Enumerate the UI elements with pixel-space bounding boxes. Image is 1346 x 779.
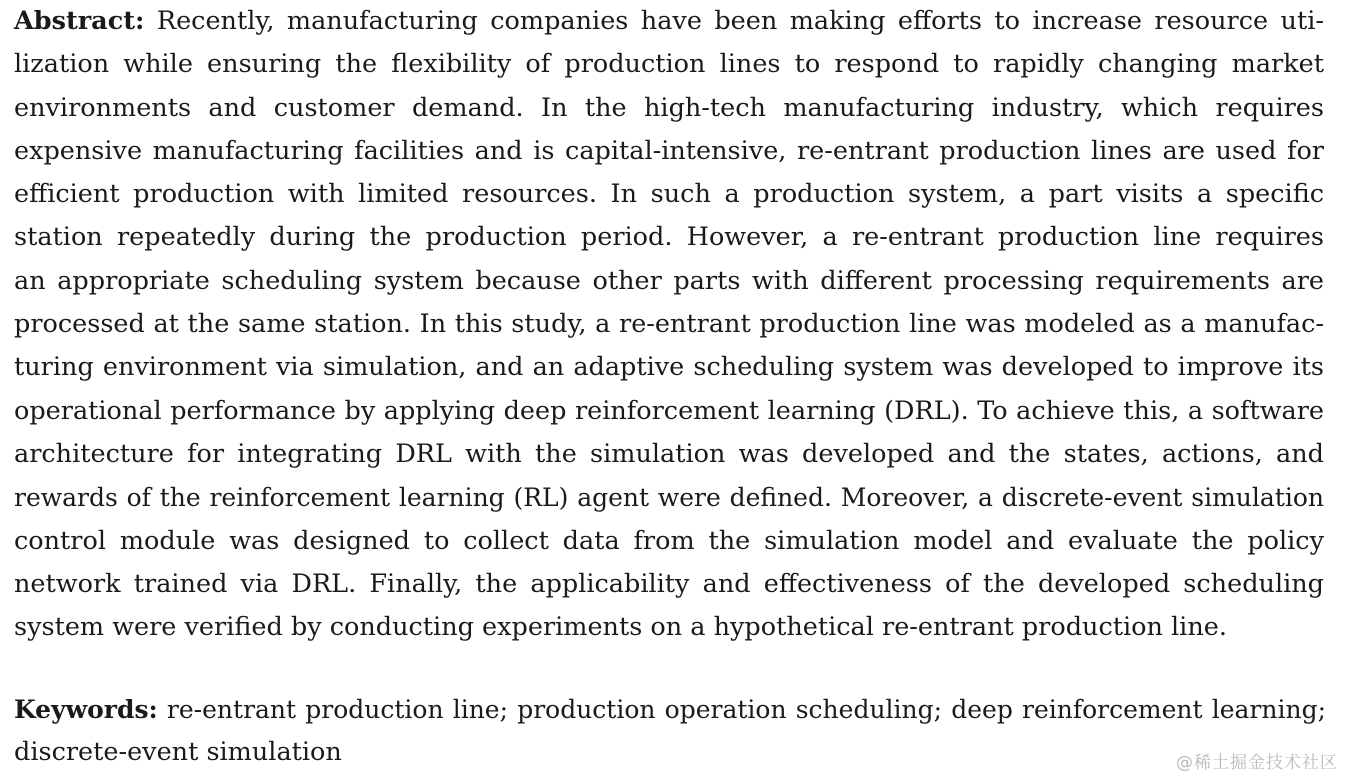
- keywords-line: discrete-event simulation: [14, 737, 342, 768]
- keywords-line-text: re-entrant production line; production operation scheduling; deep reinforcement learning;: [157, 695, 1326, 724]
- abstract-line: operational performance by applying deep reinforcement learning (DRL). To achieve this, a software: [14, 395, 1324, 426]
- abstract-section: [14, 0, 1324, 649]
- abstract-line: processed at the same station. In this study, a re-entrant production line was modeled as a manufac-: [14, 309, 1324, 340]
- watermark: @稀土掘金技术社区: [1176, 753, 1338, 773]
- abstract-line: network trained via DRL. Finally, the applicability and effectiveness of the developed scheduling: [14, 568, 1324, 599]
- abstract-line: efficient production with limited resources. In such a production system, a part visits a specific: [14, 179, 1324, 210]
- keywords-label: Keywords:: [14, 695, 158, 724]
- keywords-line: [14, 688, 1326, 731]
- keywords-section: [14, 688, 1326, 775]
- abstract-line: expensive manufacturing facilities and is capital-intensive, re-entrant production lines are used for: [14, 135, 1324, 166]
- abstract-line: architecture for integrating DRL with the simulation was developed and the states, actions, and: [14, 438, 1324, 469]
- abstract-line-text: Recently, manufacturing companies have been making efforts to increase resource uti-: [144, 6, 1324, 36]
- abstract-line: control module was designed to collect data from the simulation model and evaluate the policy: [14, 525, 1324, 556]
- abstract-line: turing environment via simulation, and an adaptive scheduling system was developed to improve its: [14, 352, 1324, 383]
- abstract-line: system were verified by conducting experiments on a hypothetical re-entrant production line.: [14, 612, 1227, 643]
- abstract-line: [14, 0, 1324, 43]
- abstract-label: Abstract:: [14, 6, 145, 36]
- abstract-line: rewards of the reinforcement learning (RL) agent were defined. Moreover, a discrete-event simulation: [14, 483, 1324, 513]
- abstract-line: station repeatedly during the production period. However, a re-entrant production line requires: [14, 222, 1324, 253]
- abstract-line: environments and customer demand. In the high-tech manufacturing industry, which requires: [14, 92, 1324, 123]
- abstract-line: an appropriate scheduling system because other parts with different processing requirements are: [14, 265, 1324, 296]
- abstract-line: lization while ensuring the flexibility of production lines to respond to rapidly changing market: [14, 49, 1324, 80]
